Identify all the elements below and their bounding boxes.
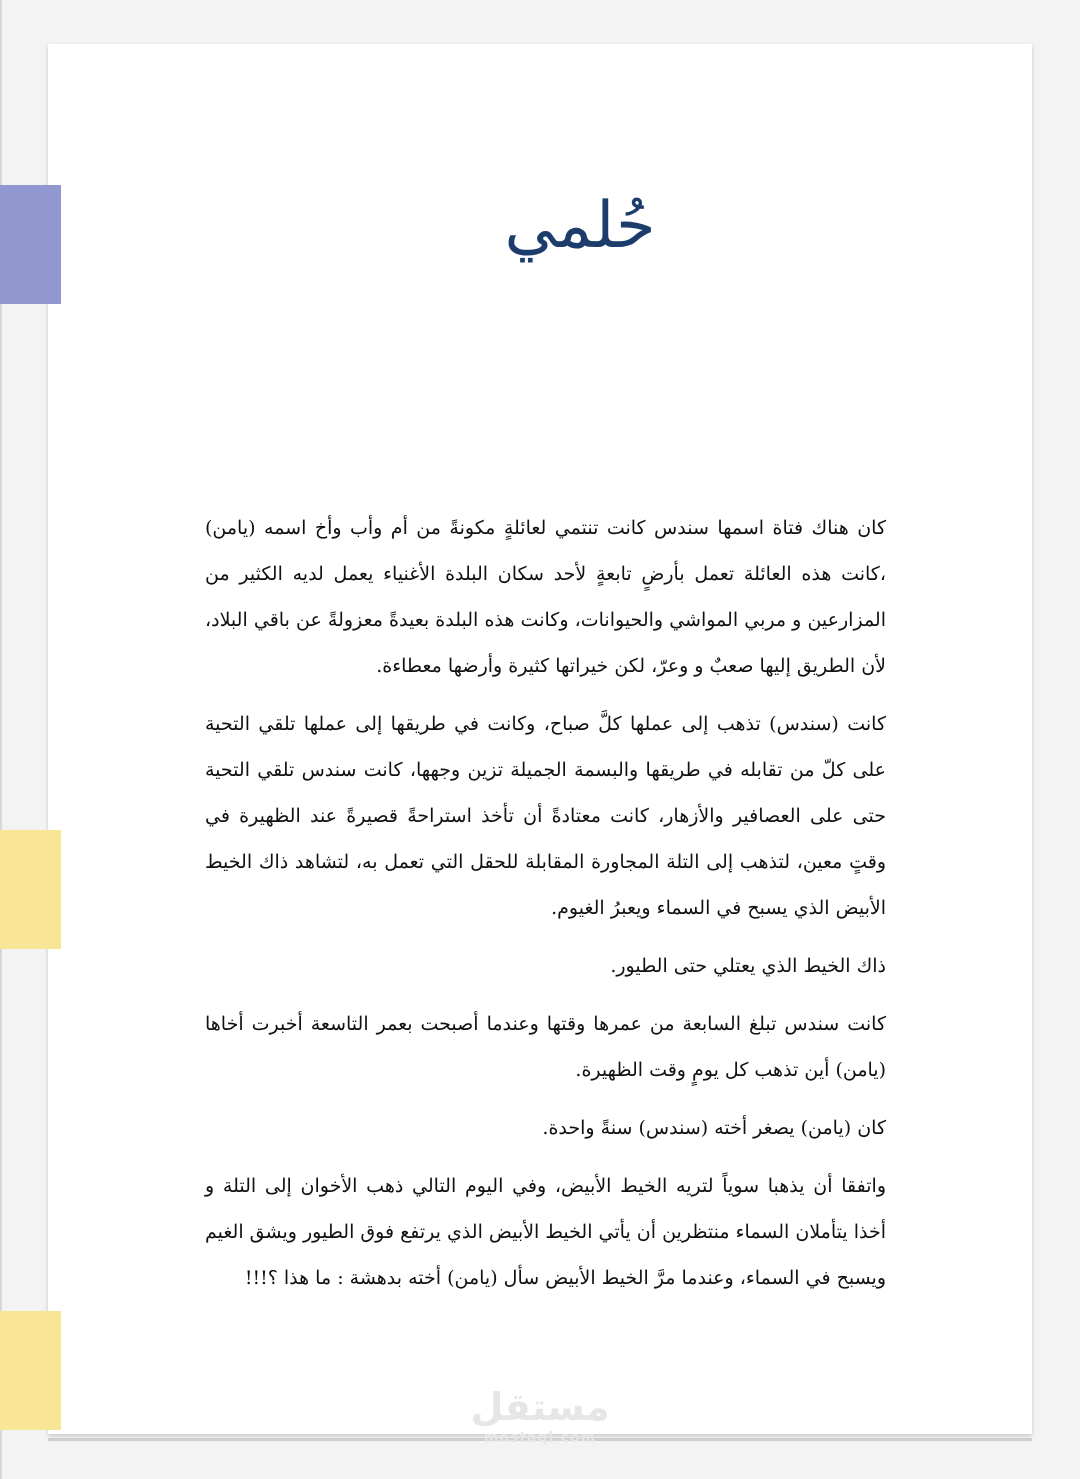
paragraph-1: كان هناك فتاة اسمها سندس كانت تنتمي لعائلةٍ مكونةً من أم وأب وأخ اسمه (يامن) ،كانت هذه العائلة تعمل بأرضٍ تابعةٍ لأحد سكان البلدة الأغنياء يعمل لديه الكثير من المزارعين و مربي المواشي والحيوانات، وكانت هذه البلدة بعيدةً معزولةً عن باقي البلاد، لأن الطريق إليها صعبٌ و وعرّ، لكن خيراتها كثيرة وأرضها معطاءة. bbox=[205, 517, 886, 677]
side-tab-purple[interactable] bbox=[0, 185, 61, 304]
paragraph-3: ذاك الخيط الذي يعتلي حتى الطيور. bbox=[610, 955, 886, 977]
paragraph-4: كانت سندس تبلغ السابعة من عمرها وقتها وعندما أصبحت بعمر التاسعة أخبرت أخاها (يامن) أين تذهب كل يومٍ وقت الظهيرة. bbox=[205, 1013, 886, 1081]
story-body bbox=[205, 505, 886, 1313]
side-tab-yellow-1[interactable] bbox=[0, 830, 61, 949]
paragraph-2: كانت (سندس) تذهب إلى عملها كلَّ صباح، وكانت في طريقها إلى عملها تلقي التحية على كلّ من تقابله في طريقها والبسمة الجميلة تزين وجهها، كانت سندس تلقي التحية حتى على العصافير والأزهار، كانت معتادةً أن تأخذ استراحةً قصيرةً عند الظهيرة في وقتٍ معين، لتذهب إلى التلة المجاورة المقابلة للحقل التي تعمل به، لتشاهد ذاك الخيط الأبيض الذي يسبح في السماء ويعبرُ الغيوم. bbox=[205, 713, 886, 919]
page-title: حُلمي bbox=[504, 189, 656, 263]
paragraph-5: كان (يامن) يصغر أخته (سندس) سنةً واحدة. bbox=[542, 1117, 886, 1139]
side-tab-yellow-2[interactable] bbox=[0, 1311, 61, 1430]
watermark-domain: mostaql.com bbox=[483, 1430, 597, 1446]
watermark-logo: مستقل bbox=[470, 1385, 610, 1429]
paragraph-6: واتفقا أن يذهبا سوياً لتريه الخيط الأبيض، وفي اليوم التالي ذهب الأخوان إلى التلة و أخذا يتأملان السماء منتظرين أن يأتي الخيط الأبيض الذي يرتفع فوق الطيور ويشق الغيم ويسبح في السماء، وعندما مرَّ الخيط الأبيض سأل (يامن) أخته بدهشة : ما هذا ؟!!! bbox=[205, 1175, 886, 1289]
